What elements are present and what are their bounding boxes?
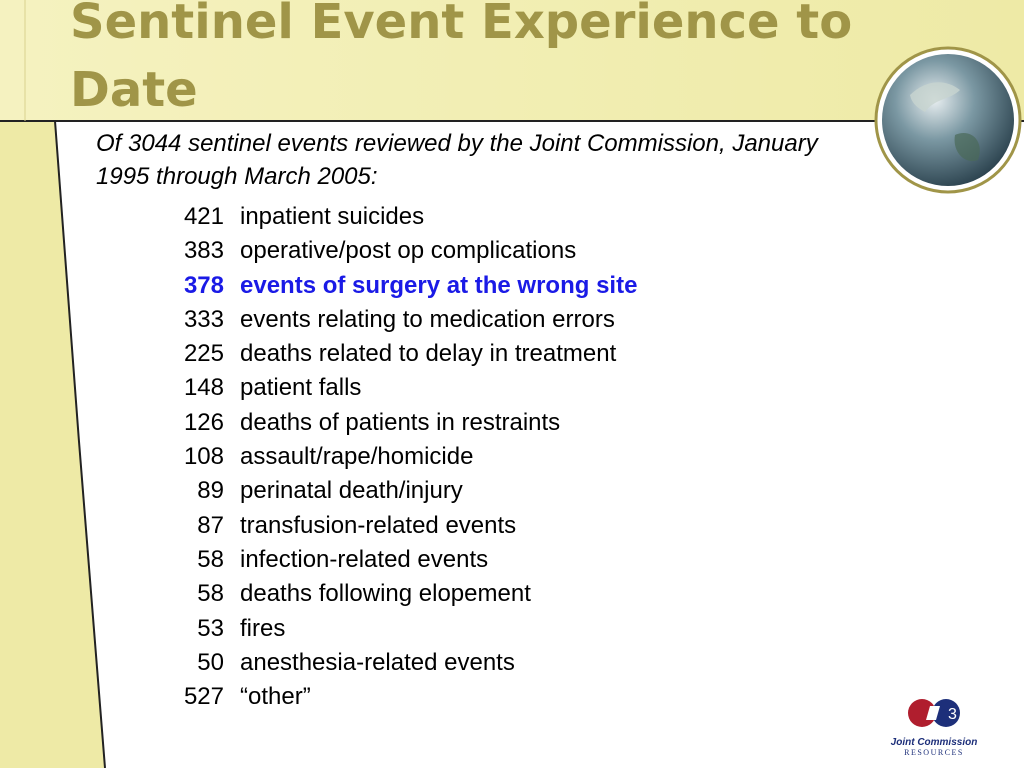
event-label: inpatient suicides <box>240 203 425 230</box>
event-label: “other” <box>240 683 311 711</box>
event-count: 58 <box>197 580 224 608</box>
event-label: deaths of patients in restraints <box>240 408 561 436</box>
event-row <box>152 337 637 371</box>
joint-commission-logo <box>891 699 978 757</box>
event-count: 333 <box>183 305 224 333</box>
event-label: events relating to medication errors <box>240 305 615 333</box>
event-count: 378 <box>183 271 224 299</box>
event-count: 225 <box>183 340 224 368</box>
event-row <box>152 646 637 680</box>
event-count: 89 <box>197 477 224 505</box>
event-row <box>152 269 637 303</box>
event-count: 126 <box>183 408 224 436</box>
event-row <box>152 612 637 646</box>
event-row <box>152 680 637 714</box>
event-label: events of surgery at the wrong site <box>240 271 638 299</box>
event-label: fires <box>240 614 286 642</box>
event-label: anesthesia-related events <box>240 648 515 676</box>
event-row <box>152 303 637 337</box>
event-row <box>152 406 637 440</box>
event-count: 58 <box>197 545 224 573</box>
event-count: 108 <box>183 443 224 471</box>
event-row <box>152 440 637 474</box>
event-count: 53 <box>197 614 224 642</box>
event-row <box>152 474 637 508</box>
event-label: assault/rape/homicide <box>240 443 474 471</box>
event-row <box>152 577 637 611</box>
left-band <box>0 121 105 768</box>
event-count: 421 <box>183 203 224 230</box>
event-label: deaths related to delay in treatment <box>240 340 617 368</box>
event-count: 87 <box>197 511 224 539</box>
event-count: 383 <box>183 237 224 265</box>
event-row <box>152 234 637 268</box>
logo-text-bottom: RESOURCES <box>904 748 964 757</box>
event-label: deaths following elopement <box>240 580 531 608</box>
event-count: 50 <box>197 648 224 676</box>
event-label: patient falls <box>240 374 362 402</box>
event-count: 527 <box>183 683 224 711</box>
event-label: perinatal death/injury <box>240 477 463 505</box>
event-label: operative/post op complications <box>240 237 577 265</box>
event-count: 148 <box>183 374 224 402</box>
slide-title: Sentinel Event Experience to Date <box>70 0 853 118</box>
event-label: transfusion-related events <box>240 511 517 539</box>
logo-text-top: Joint Commission <box>890 737 978 748</box>
slide-subtitle: Of 3044 sentinel events reviewed by the Joint Commission, January 1995 through March 2005: <box>96 130 818 190</box>
event-list <box>152 200 637 714</box>
event-row <box>152 200 637 234</box>
page-number: 3 <box>948 706 957 723</box>
event-row <box>152 371 637 405</box>
event-label: infection-related events <box>240 545 489 573</box>
event-row <box>152 543 637 577</box>
event-row <box>152 509 637 543</box>
